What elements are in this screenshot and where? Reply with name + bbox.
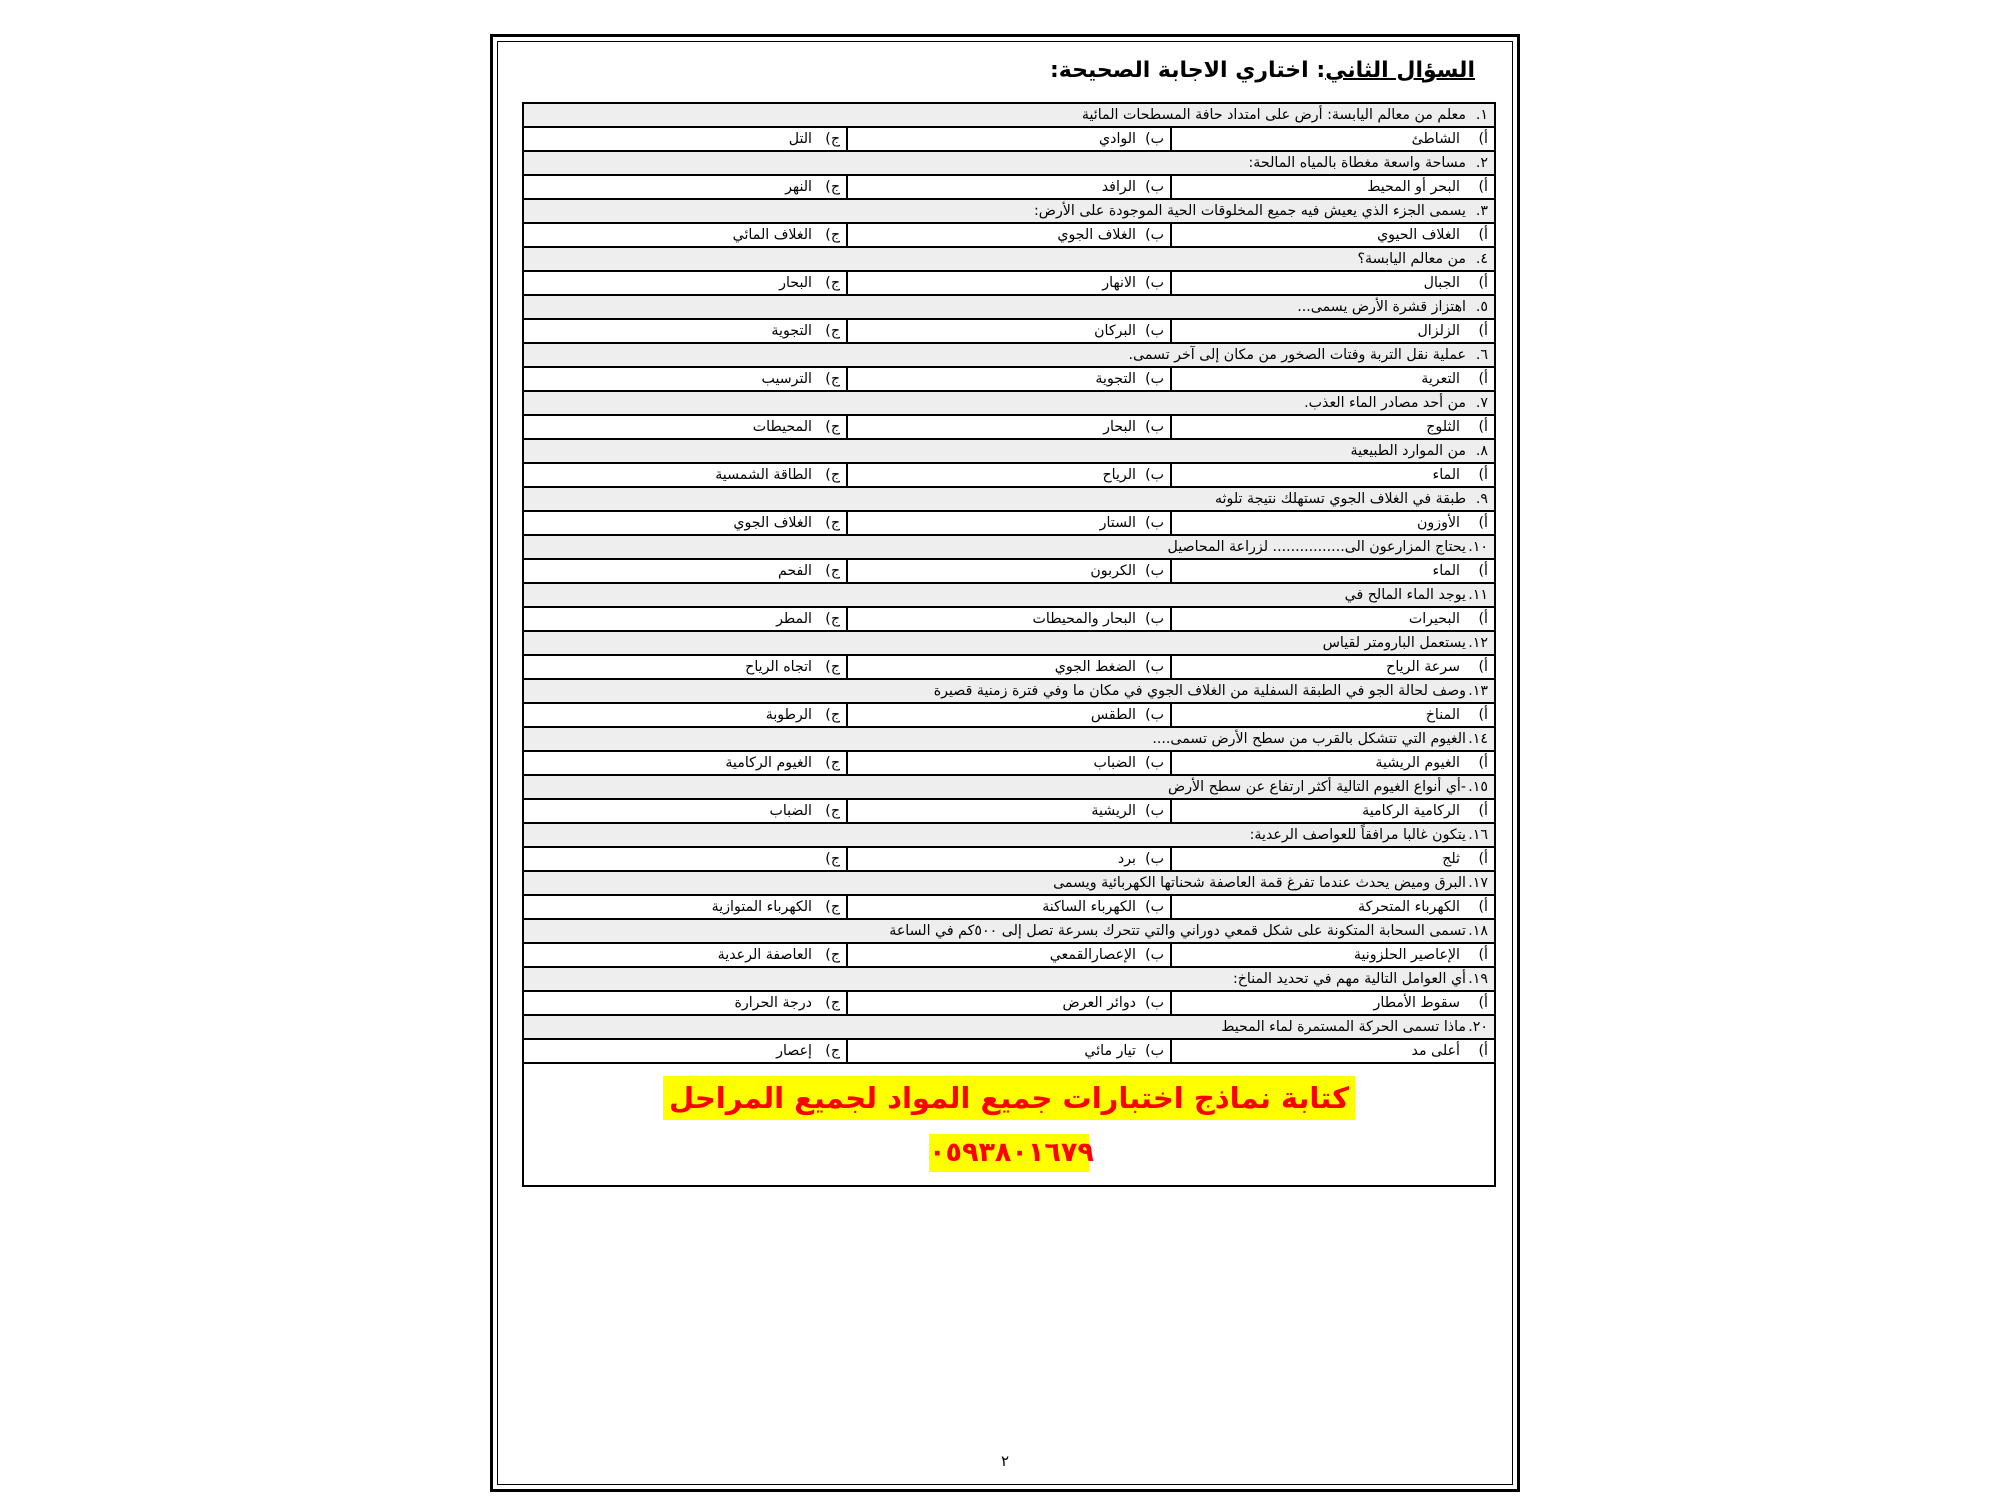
question-text: عملية نقل التربة وفتات الصخور من مكان إلى آخر تسمى. [1128, 347, 1466, 363]
option-b-cell [847, 991, 1171, 1015]
option-c-text: المحيطات [752, 419, 812, 435]
option-b-marker: ب) [1145, 851, 1164, 867]
question-number: ١٠. [1468, 539, 1488, 555]
option-b-text: دوائر العرض [1062, 995, 1136, 1011]
question-cell [523, 487, 1495, 511]
option-a-cell [1171, 223, 1495, 247]
option-a-text: الغيوم الريشية [1375, 755, 1460, 771]
option-c-marker: ج) [825, 227, 840, 243]
question-text: وصف لحالة الجو في الطبقة السفلية من الغلاف الجوي في مكان ما وفي فترة زمنية قصيرة [933, 683, 1466, 699]
question-row [523, 967, 1495, 991]
option-c-cell [523, 847, 847, 871]
question-cell [523, 871, 1495, 895]
option-a-marker: أ) [1478, 323, 1488, 339]
question-row [523, 775, 1495, 799]
option-c-cell [523, 319, 847, 343]
question-cell [523, 247, 1495, 271]
options-row [523, 367, 1495, 391]
options-row [523, 319, 1495, 343]
option-a-cell [1171, 751, 1495, 775]
question-row [523, 583, 1495, 607]
question-text: طبقة في الغلاف الجوي تستهلك نتيجة تلوثه [1214, 491, 1466, 507]
question-cell [523, 823, 1495, 847]
question-number: ٥. [1475, 299, 1488, 315]
question-text: -أي أنواع الغيوم التالية أكثر ارتفاع عن سطح الأرض [1168, 779, 1466, 795]
option-c-marker: ج) [825, 467, 840, 483]
options-row [523, 943, 1495, 967]
option-b-marker: ب) [1145, 803, 1164, 819]
option-c-cell [523, 175, 847, 199]
option-a-text: سرعة الرياح [1386, 659, 1460, 675]
options-row [523, 895, 1495, 919]
option-b-marker: ب) [1145, 419, 1164, 435]
page-number: ٢ [1000, 1452, 1010, 1470]
options-row [523, 559, 1495, 583]
promo-phone: ٠٥٩٣٨٠١٦٧٩ [929, 1134, 1089, 1172]
option-c-text: الغلاف الجوي [733, 515, 812, 531]
option-b-cell [847, 751, 1171, 775]
option-a-text: الماء [1432, 563, 1460, 579]
option-b-cell [847, 559, 1171, 583]
option-c-marker: ج) [825, 851, 840, 867]
option-b-cell [847, 175, 1171, 199]
options-row [523, 991, 1495, 1015]
option-c-marker: ج) [825, 659, 840, 675]
options-row [523, 127, 1495, 151]
option-c-text: التجوية [771, 323, 812, 339]
options-row [523, 511, 1495, 535]
option-c-cell [523, 415, 847, 439]
option-c-text: التل [788, 131, 812, 147]
options-row [523, 799, 1495, 823]
question-number: ٢. [1475, 155, 1488, 171]
option-a-cell [1171, 319, 1495, 343]
option-c-marker: ج) [825, 947, 840, 963]
option-b-marker: ب) [1145, 515, 1164, 531]
question-number: ٢٠. [1468, 1019, 1488, 1035]
question-row [523, 535, 1495, 559]
option-c-text: الطاقة الشمسية [715, 467, 812, 483]
option-c-marker: ج) [825, 323, 840, 339]
option-b-cell [847, 367, 1171, 391]
option-b-text: البركان [1094, 323, 1136, 339]
option-b-cell [847, 1039, 1171, 1063]
option-c-marker: ج) [825, 419, 840, 435]
option-c-marker: ج) [825, 899, 840, 915]
question-number: ١٢. [1468, 635, 1488, 651]
question-row [523, 727, 1495, 751]
option-b-marker: ب) [1145, 995, 1164, 1011]
option-b-marker: ب) [1145, 755, 1164, 771]
option-c-text: الضباب [769, 803, 812, 819]
option-a-cell [1171, 943, 1495, 967]
option-b-text: الرياح [1102, 467, 1136, 483]
option-a-marker: أ) [1478, 659, 1488, 675]
option-c-cell [523, 271, 847, 295]
option-b-text: التجوية [1095, 371, 1136, 387]
question-cell [523, 103, 1495, 127]
question-cell [523, 295, 1495, 319]
option-b-text: الريشية [1091, 803, 1136, 819]
promo-row [523, 1063, 1495, 1186]
question-row [523, 103, 1495, 127]
option-a-cell [1171, 367, 1495, 391]
option-a-marker: أ) [1478, 707, 1488, 723]
option-c-text: الغلاف المائي [732, 227, 812, 243]
question-cell [523, 631, 1495, 655]
question-row [523, 631, 1495, 655]
option-a-cell [1171, 655, 1495, 679]
question-cell [523, 919, 1495, 943]
option-c-text: البحار [779, 275, 812, 291]
option-b-marker: ب) [1145, 371, 1164, 387]
option-b-text: الرافد [1101, 179, 1136, 195]
option-a-marker: أ) [1478, 563, 1488, 579]
option-c-marker: ج) [825, 995, 840, 1011]
options-row [523, 1039, 1495, 1063]
option-b-cell [847, 847, 1171, 871]
option-a-cell [1171, 175, 1495, 199]
question-row [523, 1015, 1495, 1039]
option-a-cell [1171, 799, 1495, 823]
option-b-marker: ب) [1145, 659, 1164, 675]
option-a-marker: أ) [1478, 419, 1488, 435]
question-text: يسمى الجزء الذي يعيش فيه جميع المخلوقات الحية الموجودة على الأرض: [1034, 203, 1466, 219]
question-number: ١٤. [1468, 731, 1488, 747]
question-text: اهتزاز قشرة الأرض يسمى... [1297, 299, 1466, 315]
options-row [523, 415, 1495, 439]
option-c-marker: ج) [825, 515, 840, 531]
option-c-marker: ج) [825, 755, 840, 771]
question-number: ٧. [1475, 395, 1488, 411]
option-a-text: البحيرات [1408, 611, 1460, 627]
question-text: مساحة واسعة مغطاة بالمياه المالحة: [1248, 155, 1466, 171]
option-c-marker: ج) [825, 563, 840, 579]
question-row [523, 247, 1495, 271]
option-a-marker: أ) [1478, 803, 1488, 819]
option-c-text: إعصار [776, 1043, 812, 1059]
question-number: ١٦. [1468, 827, 1488, 843]
option-a-text: الركامية الركامية [1362, 803, 1460, 819]
question-number: ٣. [1475, 203, 1488, 219]
options-row [523, 847, 1495, 871]
option-a-text: التعرية [1421, 371, 1460, 387]
question-cell [523, 775, 1495, 799]
options-row [523, 223, 1495, 247]
question-number: ١٧. [1468, 875, 1488, 891]
option-c-marker: ج) [825, 803, 840, 819]
question-row [523, 439, 1495, 463]
option-a-cell [1171, 895, 1495, 919]
option-b-text: الضباب [1093, 755, 1136, 771]
option-a-cell [1171, 847, 1495, 871]
option-b-marker: ب) [1145, 899, 1164, 915]
option-a-text: المناخ [1425, 707, 1460, 723]
question-cell [523, 343, 1495, 367]
option-a-cell [1171, 271, 1495, 295]
option-c-marker: ج) [825, 1043, 840, 1059]
question-cell [523, 391, 1495, 415]
question-text: يحتاج المزارعون الى................ لزراعة المحاصيل [1167, 539, 1466, 555]
option-b-marker: ب) [1145, 275, 1164, 291]
option-a-marker: أ) [1478, 947, 1488, 963]
option-a-text: الثلوج [1426, 419, 1460, 435]
option-a-text: الزلزال [1417, 323, 1460, 339]
option-b-marker: ب) [1145, 467, 1164, 483]
question-text: الغيوم التي تتشكل بالقرب من سطح الأرض تسمى.... [1152, 731, 1466, 747]
options-row [523, 751, 1495, 775]
option-b-cell [847, 703, 1171, 727]
option-c-cell [523, 799, 847, 823]
question-number: ٦. [1475, 347, 1488, 363]
option-b-marker: ب) [1145, 179, 1164, 195]
question-number: ١. [1475, 107, 1488, 123]
option-c-text: العاصفة الرعدية [717, 947, 812, 963]
question-text: ماذا تسمى الحركة المستمرة لماء المحيط [1221, 1019, 1466, 1035]
question-number: ١٨. [1468, 923, 1488, 939]
option-b-cell [847, 799, 1171, 823]
option-c-cell [523, 895, 847, 919]
option-c-cell [523, 943, 847, 967]
option-b-cell [847, 607, 1171, 631]
option-c-text: الرطوبة [765, 707, 812, 723]
option-a-text: ثلج [1442, 851, 1460, 867]
question-cell [523, 199, 1495, 223]
option-a-text: الأوزون [1416, 515, 1460, 531]
option-b-text: الإعصارالقمعي [1049, 947, 1136, 963]
option-a-marker: أ) [1478, 851, 1488, 867]
question-text: يتكون غالبا مرافقاً للعواصف الرعدية: [1249, 827, 1466, 843]
option-b-marker: ب) [1145, 611, 1164, 627]
option-c-text: الفحم [777, 563, 812, 579]
option-c-text: الترسيب [761, 371, 812, 387]
option-c-cell [523, 559, 847, 583]
option-b-cell [847, 223, 1171, 247]
option-b-cell [847, 943, 1171, 967]
option-b-text: الطقس [1090, 707, 1136, 723]
option-c-cell [523, 1039, 847, 1063]
question-row [523, 343, 1495, 367]
question-row [523, 823, 1495, 847]
question-row [523, 295, 1495, 319]
options-row [523, 463, 1495, 487]
option-b-marker: ب) [1145, 707, 1164, 723]
option-a-marker: أ) [1478, 755, 1488, 771]
question-cell [523, 151, 1495, 175]
option-a-cell [1171, 463, 1495, 487]
option-a-cell [1171, 1039, 1495, 1063]
option-b-text: الوادي [1099, 131, 1136, 147]
question-cell [523, 439, 1495, 463]
option-a-text: الجبال [1423, 275, 1460, 291]
page-inner-border [497, 41, 1513, 1485]
option-a-marker: أ) [1478, 515, 1488, 531]
question-row [523, 199, 1495, 223]
question-number: ١٥. [1468, 779, 1488, 795]
question-text: أي العوامل التالية مهم في تحديد المناخ: [1232, 971, 1466, 987]
option-b-cell [847, 127, 1171, 151]
option-a-cell [1171, 559, 1495, 583]
question-number: ٨. [1475, 443, 1488, 459]
section-title [1050, 56, 1475, 86]
option-b-marker: ب) [1145, 323, 1164, 339]
option-b-cell [847, 655, 1171, 679]
option-a-text: البحر أو المحيط [1367, 179, 1460, 195]
option-a-text: الكهرباء المتحركة [1357, 899, 1460, 915]
option-a-cell [1171, 511, 1495, 535]
question-cell [523, 1015, 1495, 1039]
option-b-cell [847, 415, 1171, 439]
question-row [523, 151, 1495, 175]
option-b-cell [847, 895, 1171, 919]
question-number: ١١. [1468, 587, 1488, 603]
question-cell [523, 583, 1495, 607]
option-b-text: الستار [1099, 515, 1136, 531]
option-b-marker: ب) [1145, 131, 1164, 147]
question-text: يوجد الماء المالح في [1344, 587, 1466, 603]
option-b-text: الضغط الجوي [1054, 659, 1136, 675]
question-row [523, 679, 1495, 703]
option-c-marker: ج) [825, 611, 840, 627]
option-c-cell [523, 751, 847, 775]
options-row [523, 271, 1495, 295]
option-a-marker: أ) [1478, 899, 1488, 915]
option-c-text: اتجاه الرياح [745, 659, 812, 675]
options-row [523, 655, 1495, 679]
question-cell [523, 679, 1495, 703]
option-c-cell [523, 607, 847, 631]
option-a-cell [1171, 127, 1495, 151]
option-c-cell [523, 511, 847, 535]
option-b-text: الغلاف الجوي [1057, 227, 1136, 243]
option-c-cell [523, 367, 847, 391]
question-row [523, 391, 1495, 415]
question-number: ١٣. [1468, 683, 1488, 699]
option-b-cell [847, 319, 1171, 343]
question-number: ٩. [1475, 491, 1488, 507]
option-c-cell [523, 127, 847, 151]
option-a-marker: أ) [1478, 1043, 1488, 1059]
question-row [523, 919, 1495, 943]
question-text: يستعمل البارومتر لقياس [1322, 635, 1466, 651]
question-cell [523, 535, 1495, 559]
option-a-cell [1171, 703, 1495, 727]
option-a-marker: أ) [1478, 995, 1488, 1011]
option-a-marker: أ) [1478, 467, 1488, 483]
option-a-marker: أ) [1478, 131, 1488, 147]
option-b-text: تيار مائي [1084, 1043, 1136, 1059]
options-row [523, 175, 1495, 199]
option-a-text: الشاطئ [1411, 131, 1460, 147]
option-c-cell [523, 991, 847, 1015]
option-a-cell [1171, 415, 1495, 439]
question-number: ٤. [1475, 251, 1488, 267]
question-number: ١٩. [1468, 971, 1488, 987]
option-b-marker: ب) [1145, 563, 1164, 579]
question-cell [523, 727, 1495, 751]
option-b-text: الكربون [1090, 563, 1136, 579]
option-c-cell [523, 223, 847, 247]
option-c-marker: ج) [825, 131, 840, 147]
options-row [523, 607, 1495, 631]
option-b-text: الكهرباء الساكنة [1042, 899, 1136, 915]
promo-headline: كتابة نماذج اختبارات جميع المواد لجميع المراحل [663, 1076, 1355, 1120]
question-row [523, 871, 1495, 895]
option-a-marker: أ) [1478, 611, 1488, 627]
questions-table-body [523, 103, 1495, 1186]
option-a-cell [1171, 991, 1495, 1015]
option-a-text: الماء [1432, 467, 1460, 483]
option-a-marker: أ) [1478, 179, 1488, 195]
option-c-text: الغيوم الركامية [725, 755, 812, 771]
questions-table [522, 102, 1496, 1187]
option-c-text: النهر [785, 179, 812, 195]
option-c-marker: ج) [825, 275, 840, 291]
page-border [490, 34, 1520, 1492]
options-row [523, 703, 1495, 727]
option-b-text: البحار والمحيطات [1032, 611, 1136, 627]
option-c-marker: ج) [825, 179, 840, 195]
option-b-text: برد [1117, 851, 1136, 867]
option-a-marker: أ) [1478, 371, 1488, 387]
option-a-marker: أ) [1478, 275, 1488, 291]
question-cell [523, 967, 1495, 991]
option-c-cell [523, 463, 847, 487]
section-title-main: السؤال الثاني [1325, 58, 1475, 83]
option-c-text: درجة الحرارة [734, 995, 812, 1011]
option-c-text: الكهرباء المتوازية [711, 899, 812, 915]
option-b-cell [847, 463, 1171, 487]
option-a-text: الغلاف الحيوي [1377, 227, 1460, 243]
question-text: البرق وميض يحدث عندما تفرغ قمة العاصفة شحناتها الكهربائية ويسمى [1053, 875, 1466, 891]
option-c-cell [523, 703, 847, 727]
question-text: من الموارد الطبيعية [1350, 443, 1466, 459]
option-b-marker: ب) [1145, 947, 1164, 963]
promo-cell [523, 1063, 1495, 1186]
option-b-marker: ب) [1145, 227, 1164, 243]
option-a-cell [1171, 607, 1495, 631]
option-c-cell [523, 655, 847, 679]
option-a-marker: أ) [1478, 227, 1488, 243]
option-c-text: المطر [776, 611, 812, 627]
question-text: من أحد مصادر الماء العذب. [1304, 395, 1466, 411]
option-b-cell [847, 271, 1171, 295]
option-a-text: أعلى مد [1411, 1043, 1460, 1059]
question-text: من معالم اليابسة؟ [1357, 251, 1466, 267]
option-b-marker: ب) [1145, 1043, 1164, 1059]
question-text: تسمى السحابة المتكونة على شكل قمعي دوراني والتي تتحرك بسرعة تصل إلى ٥٠٠كم في الساعة [889, 923, 1466, 939]
option-b-text: البحار [1103, 419, 1136, 435]
option-b-cell [847, 511, 1171, 535]
option-b-text: الانهار [1102, 275, 1136, 291]
question-text: معلم من معالم اليابسة: أرض على امتداد حافة المسطحات المائية [1081, 107, 1466, 123]
option-c-marker: ج) [825, 371, 840, 387]
option-a-text: الإعاصير الحلزونية [1353, 947, 1460, 963]
option-a-text: سقوط الأمطار [1373, 995, 1460, 1011]
option-c-marker: ج) [825, 707, 840, 723]
section-title-sub: : اختاري الاجابة الصحيحة: [1049, 58, 1326, 83]
question-row [523, 487, 1495, 511]
